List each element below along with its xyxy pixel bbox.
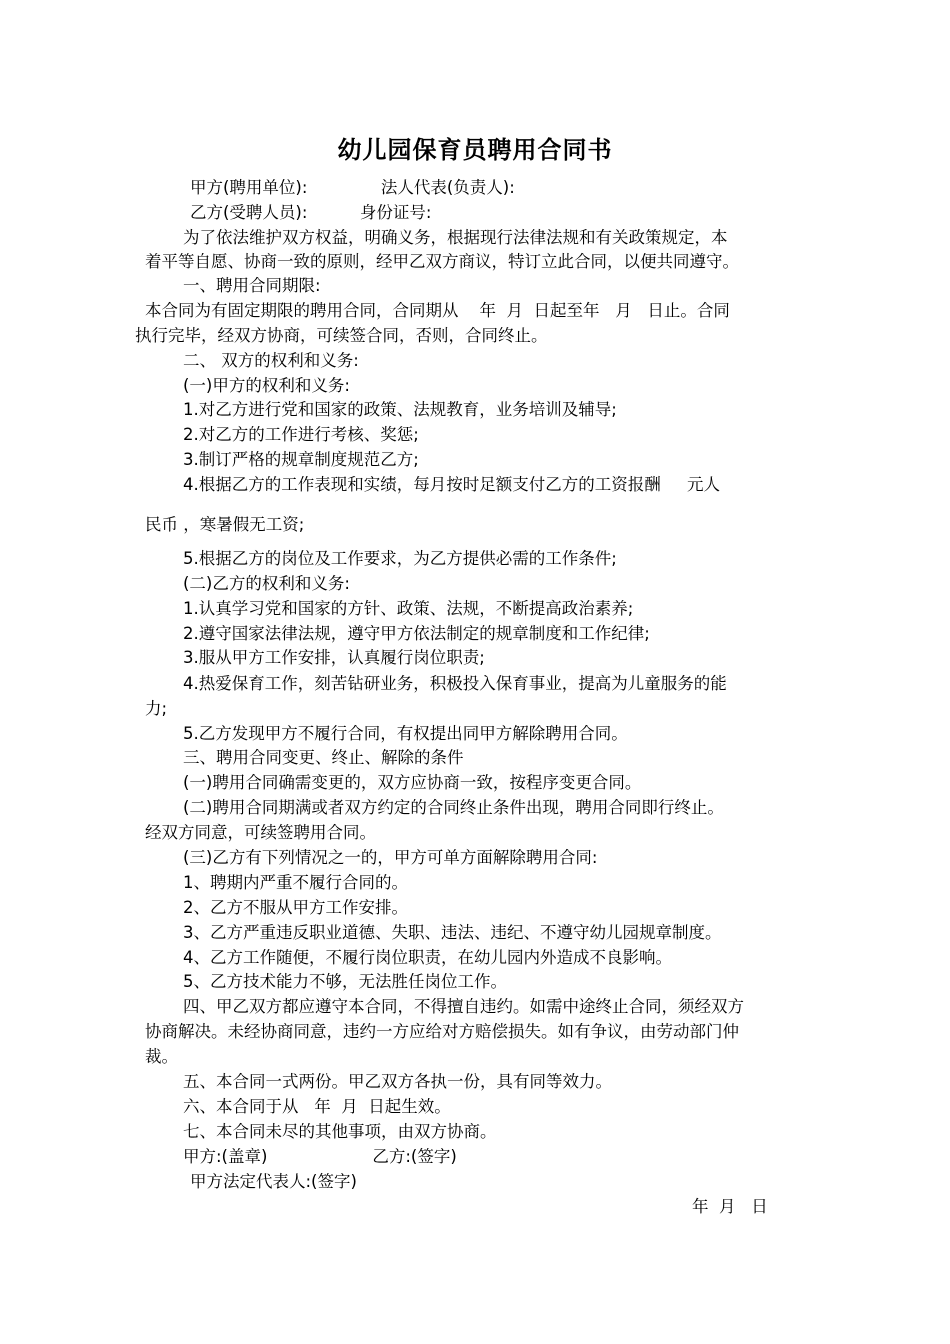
section-7: 七、本合同未尽的其他事项，由双方协商。 [183, 1122, 497, 1141]
term-line-2: 执行完毕，经双方协商，可续签合同，否则，合同终止。 [135, 326, 548, 345]
party-b-item-5: 5.乙方发现甲方不履行合同，有权提出同甲方解除聘用合同。 [183, 724, 628, 743]
party-b-line: 乙方(受聘人员): 身份证号: [190, 203, 432, 222]
date-line: 年 月 日 [692, 1197, 768, 1216]
party-a-item-4-cont: 民币 ，寒暑假无工资; [145, 515, 305, 534]
termination-item-2: 2、乙方不服从甲方工作安排。 [183, 898, 408, 917]
preamble-line-1: 为了依法维护双方权益，明确义务，根据现行法律法规和有关政策规定，本 [183, 228, 728, 247]
legal-representative-line: 甲方法定代表人:(签字) [190, 1172, 357, 1191]
termination-item-3: 3、乙方严重违反职业道德、失职、违法、违纪、不遵守幼儿园规章制度。 [183, 923, 722, 942]
party-b-item-1: 1.认真学习党和国家的方针、政策、法规，不断提高政治素养; [183, 599, 634, 618]
party-b-item-2: 2.遵守国家法律法规，遵守甲方依法制定的规章制度和工作纪律; [183, 624, 650, 643]
section-5: 五、本合同一式两份。甲乙双方各执一份，具有同等效力。 [183, 1072, 612, 1091]
subsection-a-heading: (一)甲方的权利和义务: [183, 376, 350, 395]
party-a-item-1: 1.对乙方进行党和国家的政策、法规教育，业务培训及辅导; [183, 400, 617, 419]
termination-item-4: 4、乙方工作随便，不履行岗位职责，在幼儿园内外造成不良影响。 [183, 948, 672, 967]
party-a-item-5: 5.根据乙方的岗位及工作要求，为乙方提供必需的工作条件; [183, 549, 617, 568]
section-3-heading: 三、聘用合同变更、终止、解除的条件 [183, 748, 464, 767]
party-b-item-4-cont: 力; [145, 699, 168, 718]
section-6: 六、本合同于从 年 月 日起生效。 [183, 1097, 451, 1116]
term-line-1: 本合同为有固定期限的聘用合同，合同期从 年 月 日起至年 月 日止。合同 [145, 301, 730, 320]
party-b-item-3: 3.服从甲方工作安排，认真履行岗位职责; [183, 648, 485, 667]
section-3-item-3: (三)乙方有下列情况之一的，甲方可单方面解除聘用合同: [183, 848, 598, 867]
termination-item-5: 5、乙方技术能力不够，无法胜任岗位工作。 [183, 972, 507, 991]
termination-item-1: 1、聘期内严重不履行合同的。 [183, 873, 408, 892]
section-4-line-2: 协商解决。未经协商同意，违约一方应给对方赔偿损失。如有争议，由劳动部门仲 [145, 1022, 739, 1041]
section-3-item-1: (一)聘用合同确需变更的，双方应协商一致，按程序变更合同。 [183, 773, 642, 792]
section-4-line-3: 裁。 [145, 1047, 178, 1066]
party-b-item-4: 4.热爱保育工作，刻苦钻研业务，积极投入保育事业，提高为儿童服务的能 [183, 674, 727, 693]
signature-line: 甲方:(盖章) 乙方:(签字) [183, 1147, 457, 1166]
document-title: 幼儿园保育员聘用合同书 [337, 136, 613, 164]
section-1-heading: 一、聘用合同期限: [183, 276, 321, 295]
party-a-line: 甲方(聘用单位): 法人代表(负责人): [190, 178, 515, 197]
subsection-b-heading: (二)乙方的权利和义务: [183, 574, 350, 593]
party-a-item-2: 2.对乙方的工作进行考核、奖惩; [183, 425, 419, 444]
section-3-item-2: (二)聘用合同期满或者双方约定的合同终止条件出现，聘用合同即行终止。 [183, 798, 724, 817]
section-2-heading: 二、 双方的权利和义务: [183, 351, 359, 370]
party-a-item-4: 4.根据乙方的工作表现和实绩，每月按时足额支付乙方的工资报酬 元人 [183, 475, 720, 494]
party-a-item-3: 3.制订严格的规章制度规范乙方; [183, 450, 419, 469]
preamble-line-2: 着平等自愿、协商一致的原则，经甲乙双方商议，特订立此合同，以便共同遵守。 [145, 252, 739, 271]
section-3-item-2-cont: 经双方同意，可续签聘用合同。 [145, 823, 376, 842]
section-4-line-1: 四、甲乙双方都应遵守本合同，不得擅自违约。如需中途终止合同，须经双方 [183, 997, 744, 1016]
